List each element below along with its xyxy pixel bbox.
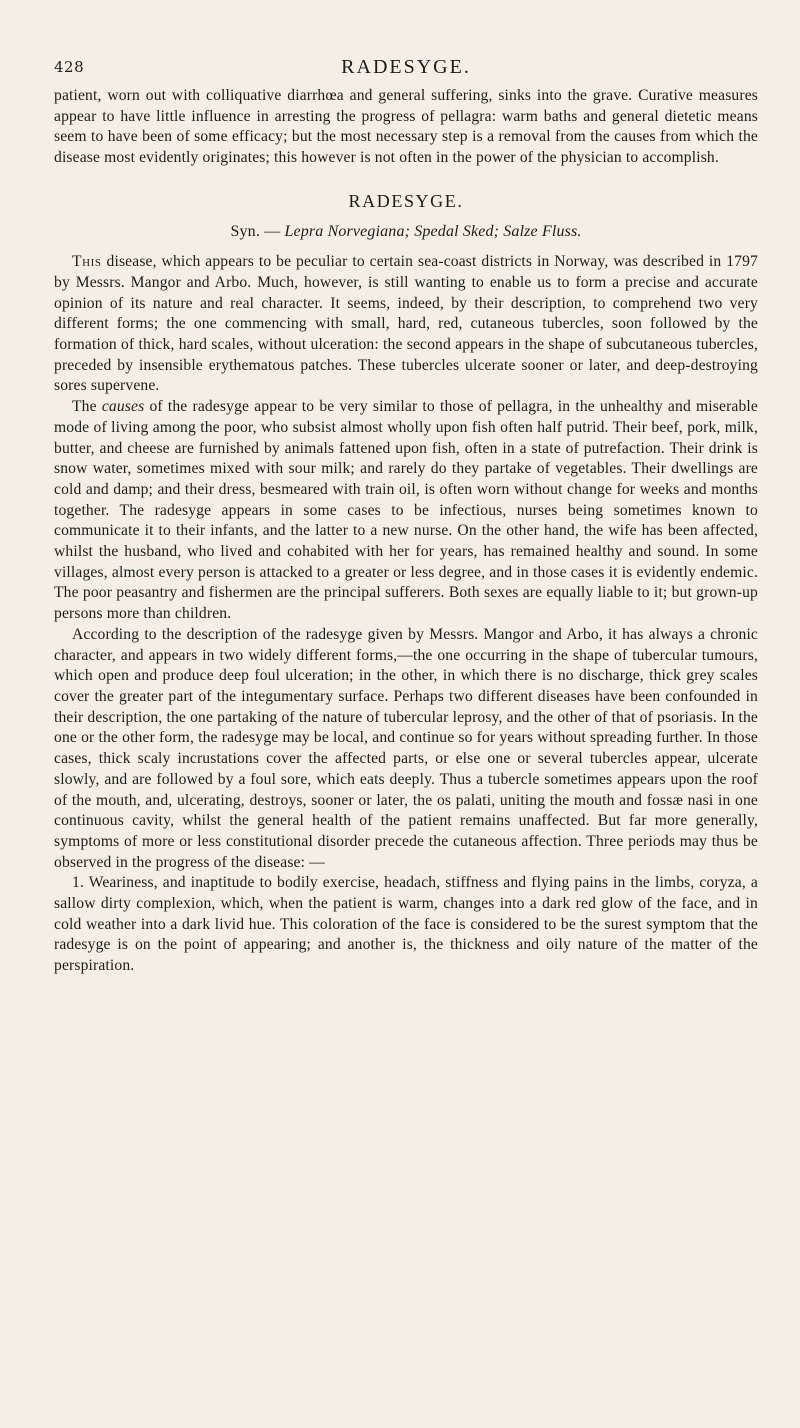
paragraph-description: [54, 252, 758, 397]
page-number: 428: [54, 58, 85, 76]
intro-paragraph: patient, worn out with colliquative diarrhœa and general suffering, sinks into the grave. Curative measures appear to have little influence in arresting the progress of pellagra: warm baths and general dietetic means seem to have been of some efficacy; but the most necessary step is a removal from the causes from which the disease most evidently originates; this however is not often in the power of the physician to accomplish.: [54, 87, 758, 167]
paragraph-causes-emphasis: causes: [101, 398, 145, 416]
syn-dash: —: [259, 222, 285, 240]
paragraph-forms: According to the description of the radesyge given by Messrs. Mangor and Arbo, it has always a chronic character, and appears in two widely different forms,—the one occurring in the shape of tubercular tumours, which open and produce deep foul ulceration; in the other, in which there is no discharge, thick grey scales cover the greater part of the integumentary surface. Perhaps two different diseases have been confounded in their description, the one partaking of the nature of tubercular leprosy, and the other of that of psoriasis. In the one or the other form, the radesyge may be local, and continue so for years without spreading further. In those cases, thick scaly incrustations cover the affected parts, or else one or several tubercles appear, ulcerate slowly, and are followed by a foul sore, which eats deeply. Thus a tubercle sometimes appears upon the roof of the mouth, and, ulcerating, destroys, sooner or later, the os palati, uniting the mouth and fossæ nasi in one continuous cavity, whilst the general health of the patient remains unaffected. But far more generally, symptoms of more or less constitutional disorder precede the cutaneous affection. Three periods may thus be observed in the progress of the disease: —: [54, 625, 758, 871]
body-text: [54, 86, 758, 977]
synonyms-list: Lepra Norvegiana; Spedal Sked; Salze Fluss.: [284, 222, 582, 240]
paragraph-causes-text: of the radesyge appear to be very similar to those of pellagra, in the unhealthy and miserable mode of living among the poor, who subsist almost wholly upon fish often half putrid. Their beef, pork, milk, butter, and cheese are furnished by animals fattened upon fish, often in a state of putrefaction. Their drink is snow water, sometimes mixed with sour milk; and rarely do they partake of vegetables. Their dwellings are cold and damp; and their dress, besmeared with train oil, is often worn without change for weeks and months together. The radesyge appears in some cases to be infectious, nurses being sometimes known to communicate it to their infants, and the latter to a new nurse. On the other hand, the wife has been affected, whilst the husband, who lived and cohabited with her for years, has remained healthy and sound. In some villages, almost every person is attacked to a greater or less degree, and in those cases it is evidently endemic. The poor peasantry and fishermen are the principal sufferers. Both sexes are equally liable to it; but grown-up persons more than children.: [54, 398, 758, 623]
paragraph-description-text: disease, which appears to be peculiar to certain sea-coast districts in Norway, was described in 1797 by Messrs. Mangor and Arbo. Much, however, is still wanting to enable us to form a precise and accurate opinion of its nature and real character. It seems, indeed, by their description, to comprehend two very different forms; the one commencing with small, hard, red, cutaneous tubercles, soon followed by the formation of thick, hard scales, without ulceration: the second appears in the shape of subcutaneous tubercles, preceded by insensible erythematous patches. These tubercles ulcerate sooner or later, and deep-destroying sores supervene.: [54, 253, 758, 395]
syn-label: Syn.: [230, 222, 260, 240]
paragraph-causes-lead: The: [72, 398, 102, 416]
paragraph-causes: [54, 397, 758, 625]
running-title: RADESYGE.: [341, 56, 471, 78]
running-head: [54, 46, 758, 86]
paragraph-lead: This: [72, 253, 102, 271]
section-heading: RADESYGE.: [348, 190, 464, 211]
synonyms-line: [54, 222, 758, 243]
paragraph-first-period: 1. Weariness, and inaptitude to bodily exercise, headach, stiffness and flying pains in the limbs, coryza, a sallow dirty complexion, which, when the patient is warm, changes into a dark red glow of the face, and in cold weather into a dark livid hue. This coloration of the face is considered to be the surest symptom that the radesyge is on the point of appearing; and another is, the thickness and oily nature of the matter of the perspiration.: [54, 874, 758, 975]
